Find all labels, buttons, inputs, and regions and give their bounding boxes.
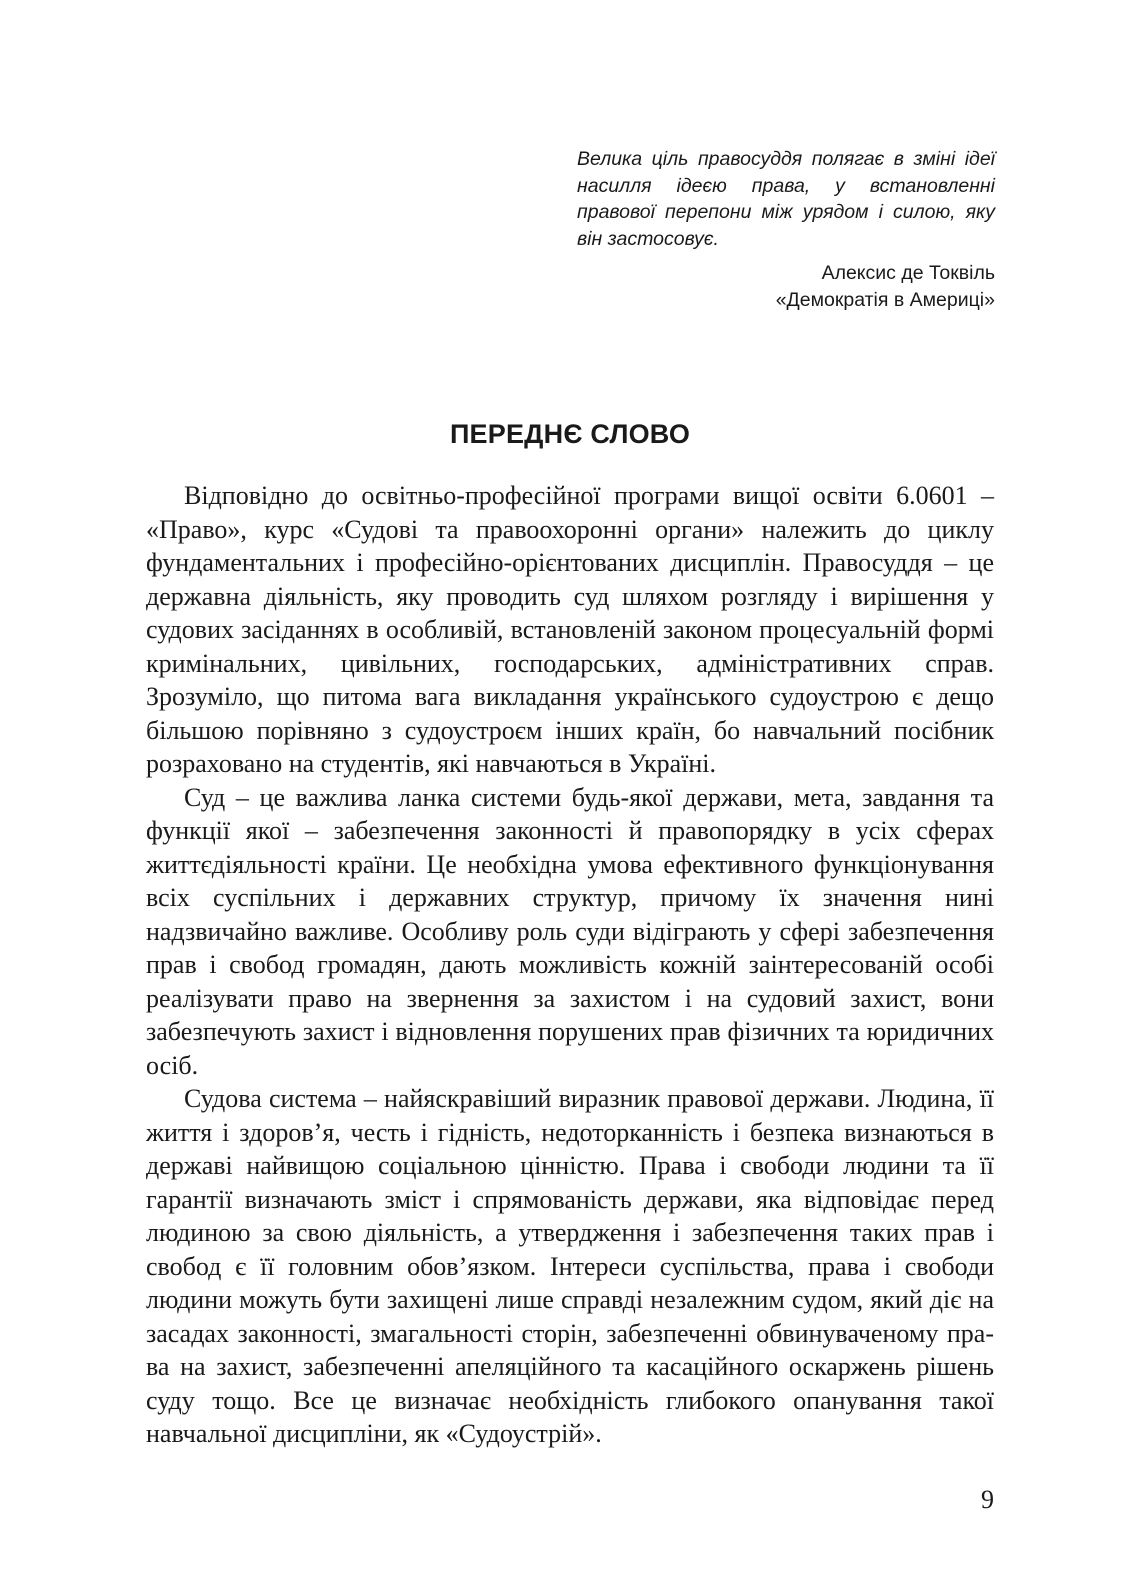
- page-number: 9: [981, 1485, 994, 1514]
- chapter-title: ПЕРЕДНЄ СЛОВО: [449, 419, 691, 449]
- paragraph: Відповідно до освітньо-професійної програми вищої освіти 6.0601 – «Право», курс «Судові та правоохоронні органи» належить до циклу фундаментальних і професійно-орієнтованих дисциплін. Правосуддя – це державна діяльність, яку проводить суд шляхом розгляду і вирішення у судових засіданнях в особливій, встановленій законом процесуальній формі кримінальних, цивільних, господарських, адміністративних справ. Зрозуміло, що питома вага викладання українського судоустрою є дещо більшою порівняно з судоустроєм інших країн, бо навчальний посібник розраховано на студентів, які навчаються в Україні.: [146, 481, 994, 778]
- epigraph: [577, 146, 995, 313]
- body-text: [146, 479, 994, 1451]
- paragraph: Суд – це важлива ланка системи будь-якої держави, мета, завдання та функції якої – забезпечення законності й правопорядку в усіх сферах життєдіяльності країни. Це необхідна умова ефективного функціонування всіх суспільних і державних структур, причому їх значення нині надзвичайно важливе. Особливу роль суди відіграють у сфері забезпечення прав і свобод громадян, дають можливість кожній заінтересованій особі реалізувати право на звернення за захистом і на судовий захист, вони забезпечують захист і відновлення порушених прав фізичних та юридичних осіб.: [146, 782, 994, 1080]
- epigraph-source: «Демократія в Америці»: [775, 288, 995, 311]
- epigraph-quote: Велика ціль правосуддя полягає в зміні ідеї насилля ідеєю права, у встановленні правової перепони між урядом і силою, яку він застосовує.: [577, 148, 995, 250]
- paragraph: Судова система – найяскравіший виразник правової держави. Людина, її життя і здоров’я, честь і гідність, недоторканність і безпека визнаються в державі найвищою соціальною цінністю. Права і свободи людини та її гарантії визначають зміст і спрямованість держави, яка відповідає перед людиною за свою діяльність, а утвердження і забезпечення таких прав і свобод є її головним обов’язком. Інтереси суспільства, права і свободи людини можуть бути захищені лише справді незалежним судом, який діє на засадах законності, змагальності сторін, забезпеченні обвинуваченому права на захист, забезпеченні апеляційного та касаційного оскаржень рішень суду тощо. Все це визначає необхідність глибокого опанування такої навчальної дисципліни, як «Судоустрій».: [146, 1084, 994, 1448]
- epigraph-author: Алексис де Токвіль: [821, 262, 995, 284]
- epigraph-attribution: [577, 260, 995, 313]
